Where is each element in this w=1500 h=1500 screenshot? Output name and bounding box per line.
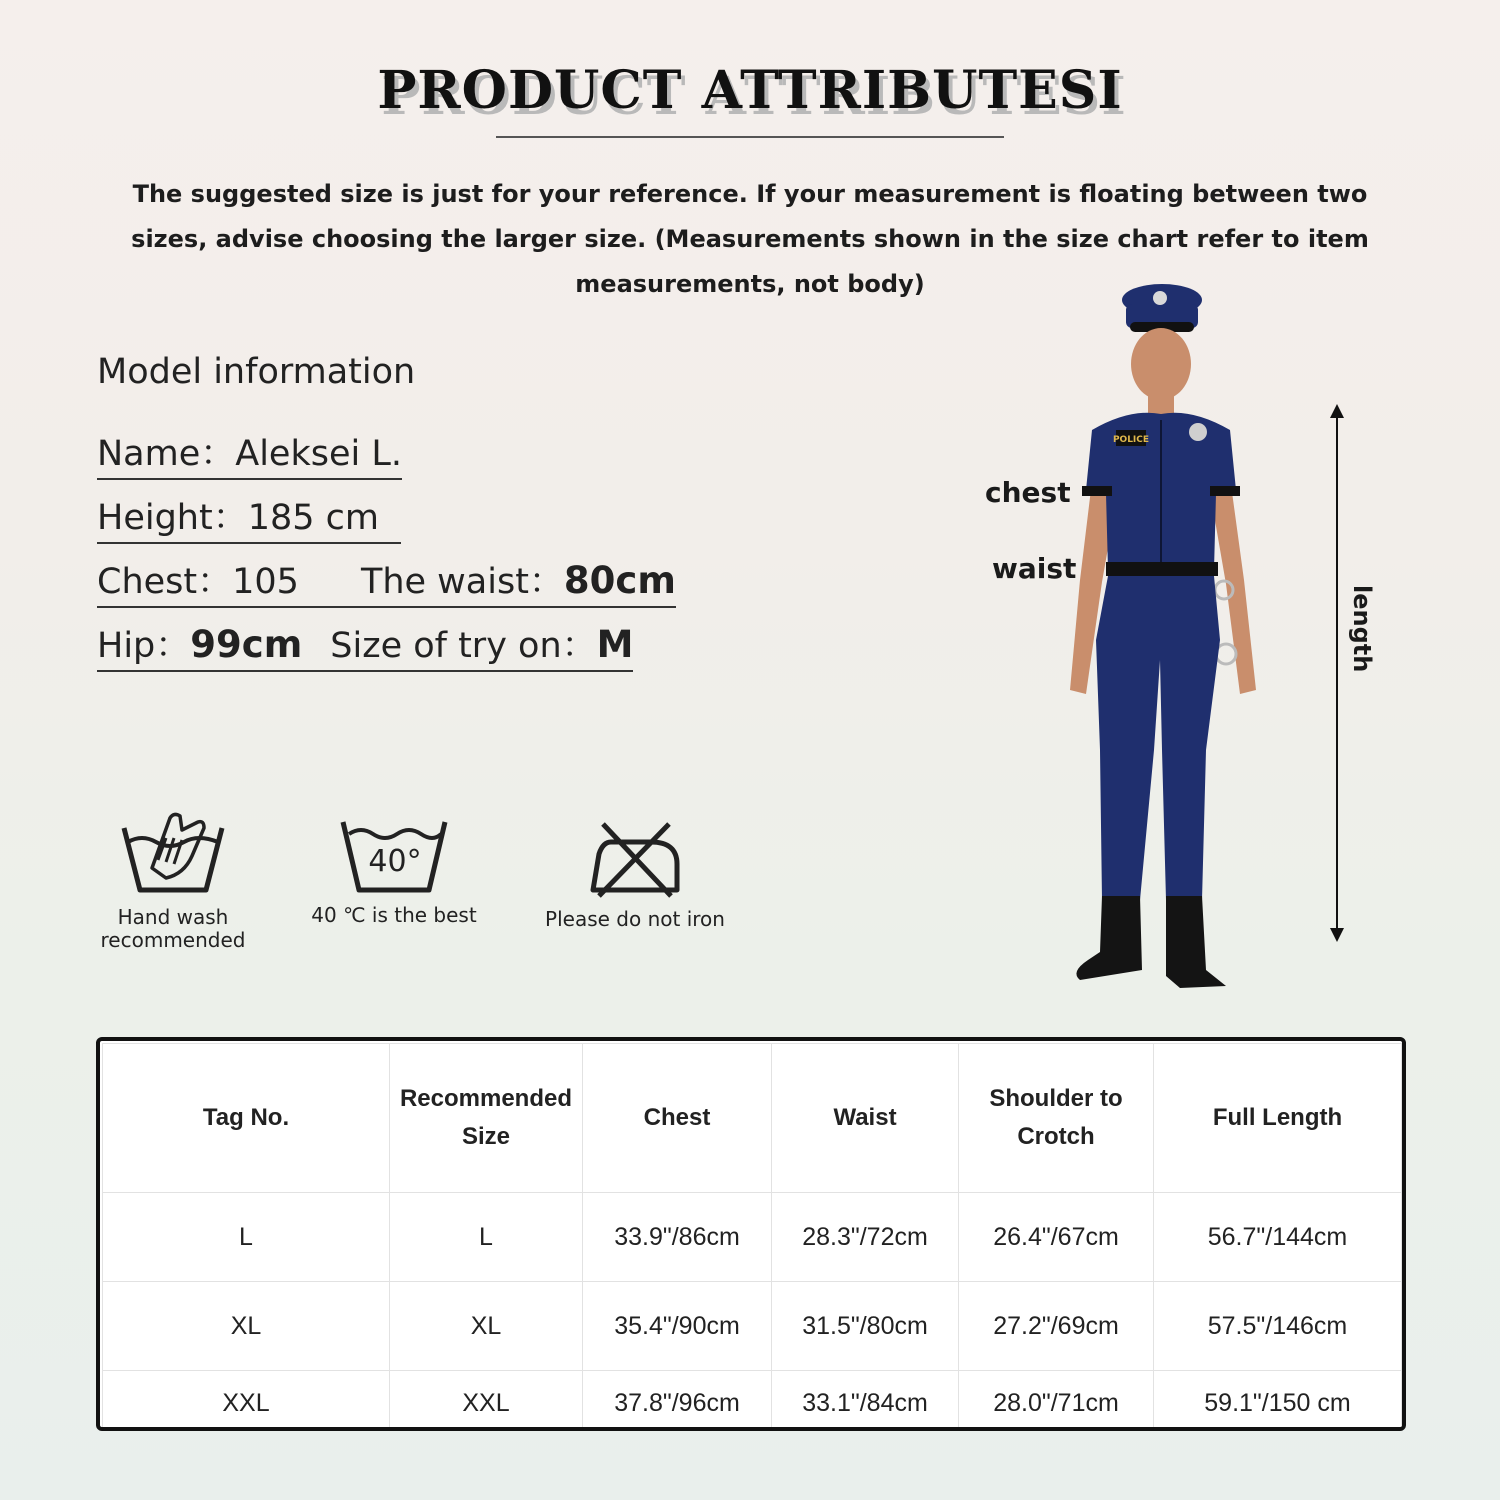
cell-tag: XL	[103, 1282, 390, 1371]
size-label: Size of try on：	[330, 626, 597, 666]
length-arrow-bottom	[1330, 928, 1344, 942]
belt	[1106, 562, 1218, 576]
cell-shoulder-crotch: 26.4"/67cm	[959, 1193, 1154, 1282]
care-temperature	[305, 816, 483, 927]
size-value: M	[596, 623, 634, 666]
chest-label-figure: chest	[985, 476, 1071, 509]
uniform-pants	[1096, 576, 1220, 900]
size-chart	[96, 1037, 1406, 1431]
hand-wash-label-1: Hand wash	[117, 905, 229, 929]
model-head	[1131, 328, 1191, 400]
waist-label: The waist：	[360, 562, 564, 602]
model-chest-waist-line	[97, 544, 676, 608]
header-recommended-size: Recommended Size	[390, 1044, 583, 1193]
header-full-length: Full Length	[1154, 1044, 1402, 1193]
model-name-line	[97, 416, 676, 480]
cell-shoulder-crotch: 27.2"/69cm	[959, 1282, 1154, 1371]
cell-waist: 31.5"/80cm	[772, 1282, 959, 1371]
right-armband	[1210, 486, 1240, 496]
cell-waist: 33.1"/84cm	[772, 1371, 959, 1432]
cell-chest: 33.9"/86cm	[583, 1193, 772, 1282]
name-value: Aleksei L.	[235, 434, 402, 474]
table-row	[103, 1371, 1402, 1432]
care-hand-wash	[98, 808, 248, 952]
model-height-line	[97, 480, 676, 544]
header-shoulder-to-crotch: Shoulder to Crotch	[959, 1044, 1154, 1193]
table-row	[103, 1282, 1402, 1371]
table-header-row	[103, 1044, 1402, 1193]
cell-tag: L	[103, 1193, 390, 1282]
wash-temp-text: 40°	[368, 844, 422, 879]
left-boot	[1076, 896, 1142, 980]
cell-full-length: 57.5"/146cm	[1154, 1282, 1402, 1371]
header-waist: Waist	[772, 1044, 959, 1193]
hip-label: Hip：	[97, 626, 191, 666]
page-title: PRODUCT ATTRIBUTESI	[377, 60, 1123, 121]
cell-waist: 28.3"/72cm	[772, 1193, 959, 1282]
length-label-figure: length	[1348, 585, 1376, 673]
cap-badge	[1153, 291, 1167, 305]
model-heading: Model information	[97, 352, 416, 392]
hand-wash-icon	[118, 808, 228, 898]
title-underline	[496, 136, 1004, 138]
cell-recommended: XXL	[390, 1371, 583, 1432]
cell-recommended: XL	[390, 1282, 583, 1371]
length-line	[1336, 408, 1338, 938]
table-row	[103, 1193, 1402, 1282]
header-tag-no: Tag No.	[103, 1044, 390, 1193]
hand-wash-label-2: recommended	[100, 928, 246, 952]
height-value: 185 cm	[247, 498, 379, 538]
chest-value: 105	[232, 562, 299, 602]
cell-recommended: L	[390, 1193, 583, 1282]
left-armband	[1082, 486, 1112, 496]
model-photo	[1030, 280, 1330, 1000]
police-badge	[1189, 423, 1207, 441]
care-no-iron	[535, 820, 735, 931]
chest-label: Chest：	[97, 562, 233, 602]
hip-value: 99cm	[190, 623, 303, 666]
police-patch-text: POLICE	[1112, 435, 1150, 445]
model-figure	[1070, 284, 1256, 988]
cell-full-length: 59.1"/150 cm	[1154, 1371, 1402, 1432]
size-advice-text: The suggested size is just for your reference. If your measurement is floating between two sizes, advise choosing the larger size. (Measurements shown in the size chart refer to item measurements, not body)	[131, 180, 1369, 298]
size-table	[102, 1043, 1402, 1431]
right-boot	[1166, 896, 1226, 988]
no-iron-label: Please do not iron	[545, 907, 725, 931]
cell-chest: 35.4"/90cm	[583, 1282, 772, 1371]
waist-label-figure: waist	[992, 552, 1077, 585]
no-iron-icon	[587, 820, 683, 900]
cell-full-length: 56.7"/144cm	[1154, 1193, 1402, 1282]
cell-tag: XXL	[103, 1371, 390, 1432]
header-chest: Chest	[583, 1044, 772, 1193]
height-label: Height：	[97, 498, 248, 538]
model-hip-size-line	[97, 608, 676, 672]
cell-chest: 37.8"/96cm	[583, 1371, 772, 1432]
temperature-label: 40 ℃ is the best	[311, 903, 477, 927]
wash-40-icon	[339, 816, 449, 896]
waist-value: 80cm	[563, 559, 676, 602]
name-label: Name：	[97, 434, 236, 474]
model-information	[97, 350, 676, 672]
cell-shoulder-crotch: 28.0"/71cm	[959, 1371, 1154, 1432]
